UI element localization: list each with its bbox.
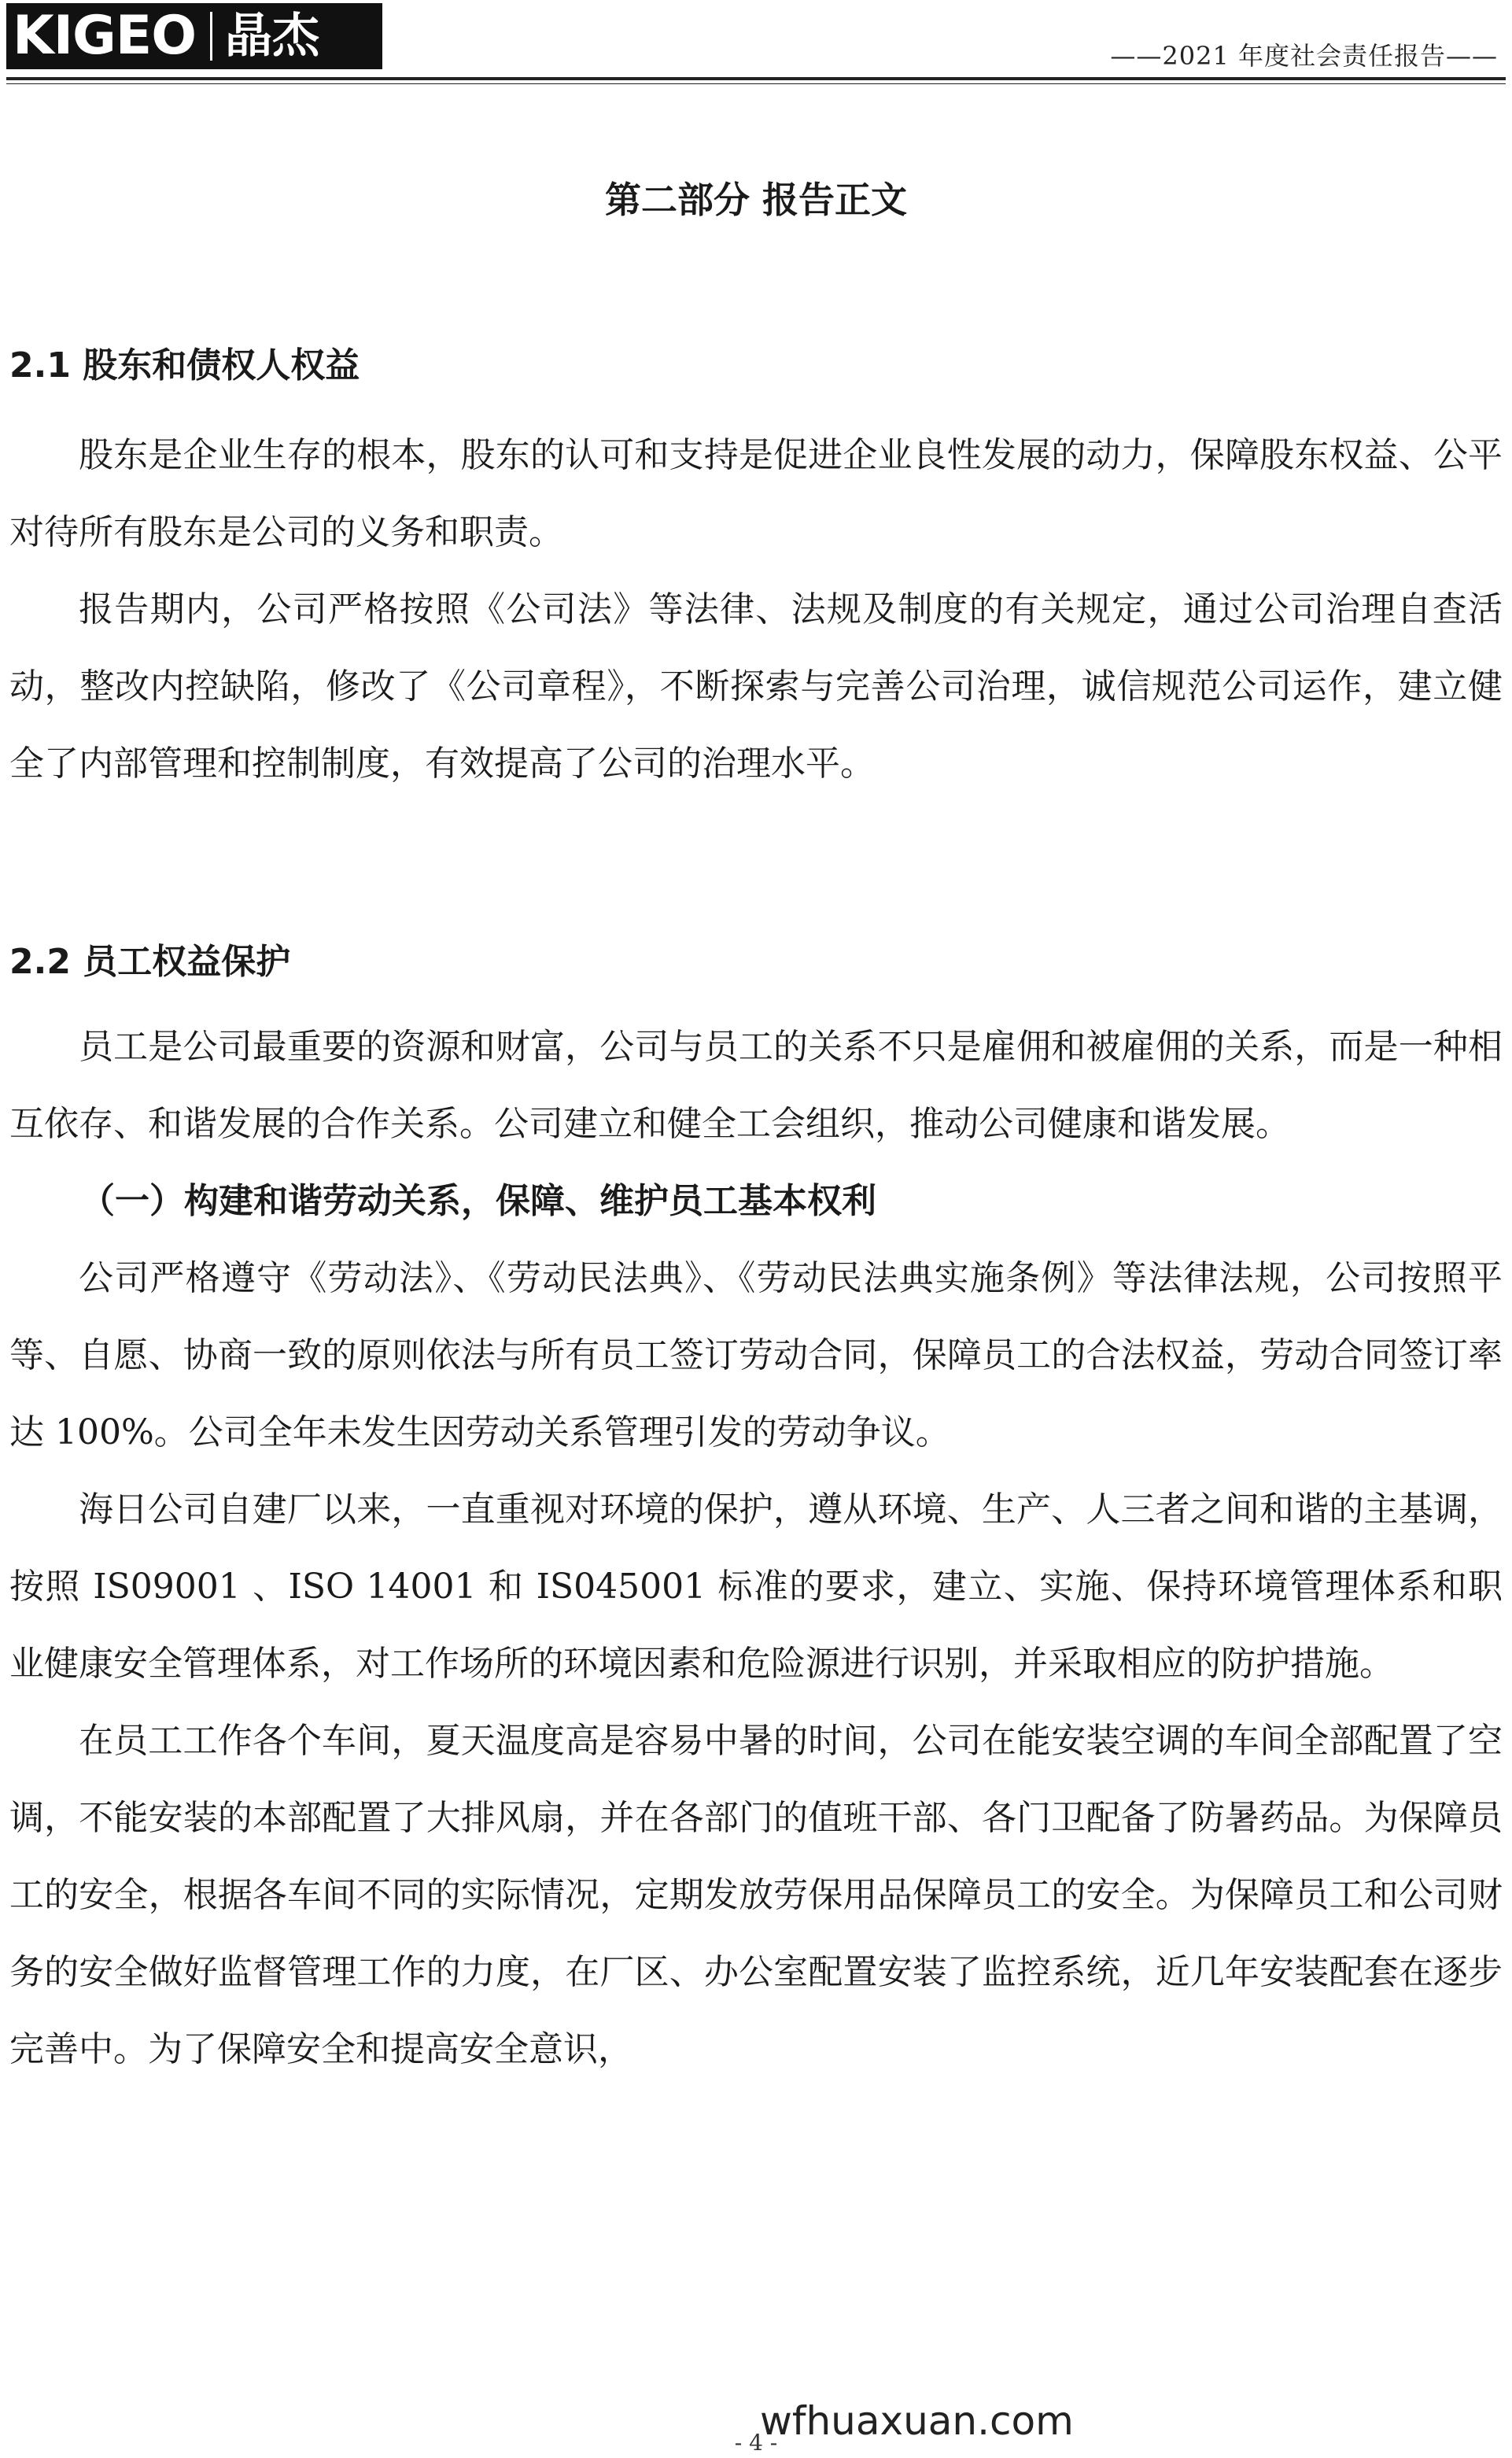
header-rule-thin — [6, 83, 1506, 84]
paragraph: 员工是公司最重要的资源和财富，公司与员工的关系不只是雇佣和被雇佣的关系，而是一种相互依存、和谐发展的合作关系。公司建立和健全工会组织，推动公司健康和谐发展。 — [9, 1027, 1503, 1144]
logo-chinese-name: 晶杰 — [225, 9, 320, 64]
company-logo — [6, 3, 382, 69]
page-number: - 4 - — [734, 2430, 778, 2456]
paragraph: 股东是企业生存的根本，股东的认可和支持是促进企业良性发展的动力，保障股东权益、公平对待所有股东是公司的义务和职责。 — [9, 435, 1503, 552]
paragraph: 海日公司自建厂以来，一直重视对环境的保护，遵从环境、生产、人三者之间和谐的主基调，按照 IS09001 、ISO 14001 和 IS045001 标准的要求，建立、实施、保持环境管理体系和职业健康安全管理体系，对工作场所的环境因素和危险源进行识别，并采取相应的防护措施。 — [9, 1489, 1503, 1684]
section-heading-shareholders: 2.1 股东和债权人权益 — [9, 345, 360, 386]
header-rule — [6, 77, 1506, 80]
paragraph: 在员工工作各个车间，夏天温度高是容易中暑的时间，公司在能安装空调的车间全部配置了空调，不能安装的本部配置了大排风扇，并在各部门的值班干部、各门卫配备了防暑药品。为保障员工的安全，根据各车间不同的实际情况，定期发放劳保用品保障员工的安全。为保障员工和公司财务的安全做好监督管理工作的力度，在厂区、办公室配置安装了监控系统，近几年安装配套在逐步完善中。为了保障安全和提高安全意识， — [9, 1721, 1503, 2069]
logo-divider — [210, 12, 212, 61]
part-title: 第二部分 报告正文 — [604, 179, 907, 221]
document-body — [9, 149, 1503, 2088]
logo-wordmark: KIGEO — [13, 5, 197, 67]
section-heading-employees: 2.2 员工权益保护 — [9, 942, 291, 982]
paragraph: 公司严格遵守《劳动法》、《劳动民法典》、《劳动民法典实施条例》等法律法规，公司按照平等、自愿、协商一致的原则依法与所有员工签订劳动合同，保障员工的合法权益，劳动合同签订率达 100%。公司全年未发生因劳动关系管理引发的劳动争议。 — [9, 1258, 1503, 1452]
page-header — [0, 0, 1512, 88]
paragraph: 报告期内，公司严格按照《公司法》等法律、法规及制度的有关规定，通过公司治理自查活动，整改内控缺陷，修改了《公司章程》，不断探索与完善公司治理，诚信规范公司运作，建立健全了内部管理和控制制度，有效提高了公司的治理水平。 — [9, 589, 1503, 784]
watermark: wfhuaxuan.com — [760, 2398, 1074, 2444]
report-title: ——2021 年度社会责任报告—— — [1110, 41, 1498, 71]
subheading-labor-relations: （一）构建和谐劳动关系，保障、维护员工基本权利 — [80, 1181, 876, 1221]
